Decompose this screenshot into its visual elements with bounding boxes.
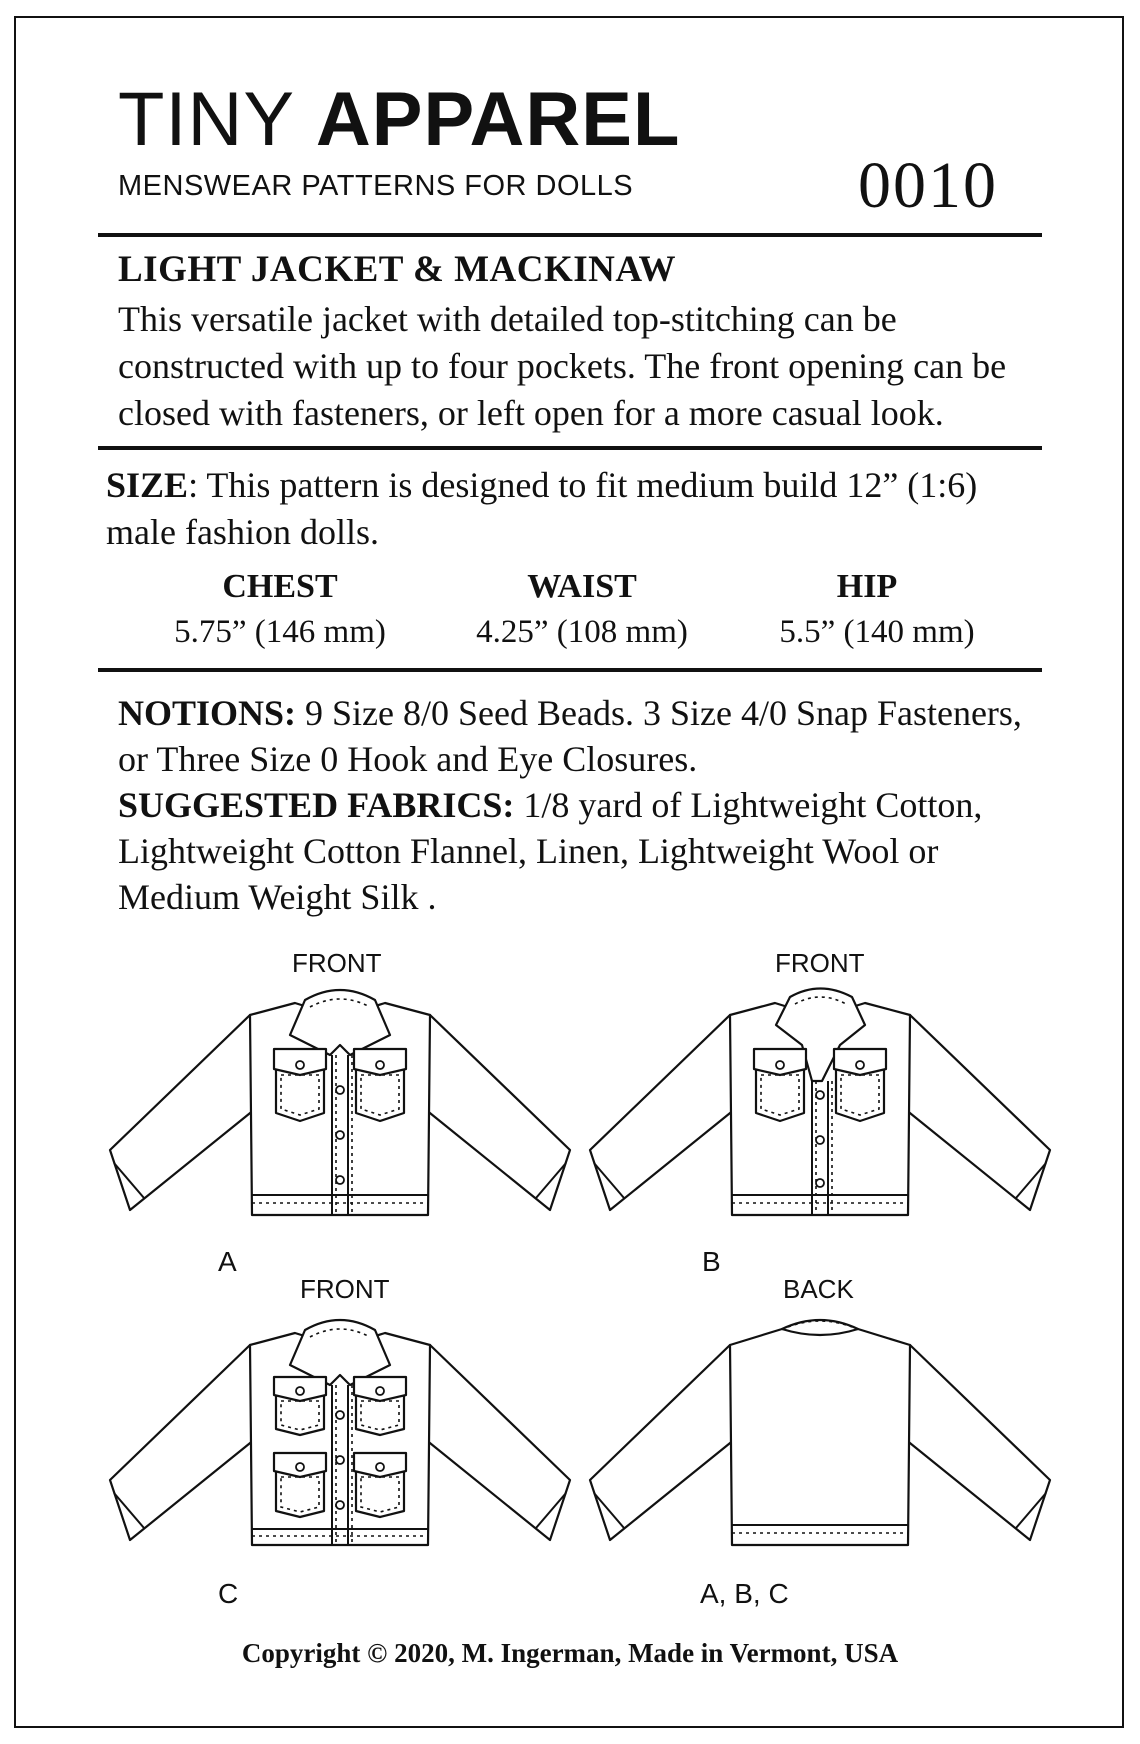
- view-label-back: BACK: [783, 1274, 854, 1304]
- notions: [118, 690, 1038, 782]
- notions-text: 9 Size 8/0 Seed Beads. 3 Size 4/0 Snap Fasteners, or Three Size 0 Hook and Eye Closures.: [118, 693, 1022, 779]
- measurement-name-waist: WAIST: [527, 568, 637, 605]
- measurement-value-waist: 4.25” (108 mm): [476, 614, 688, 650]
- fabrics-text: 1/8 yard of Lightweight Cotton, Lightweight Cotton Flannel, Linen, Lightweight Wool or Medium Weight Silk .: [118, 785, 983, 917]
- brand-light: TINY: [118, 77, 294, 162]
- fabrics: [118, 782, 1038, 920]
- jacket-front-open-collar-icon: [590, 985, 1050, 1245]
- size-text: : This pattern is designed to fit medium build 12” (1:6) male fashion dolls.: [106, 465, 978, 552]
- copyright: Copyright © 2020, M. Ingerman, Made in Vermont, USA: [241, 1638, 899, 1668]
- size-label: SIZE: [106, 465, 189, 505]
- divider: [98, 233, 1042, 237]
- measurement-value-chest: 5.75” (146 mm): [174, 614, 386, 650]
- view-label-a: FRONT: [292, 948, 382, 978]
- divider: [98, 668, 1042, 672]
- variant-label-a: A: [218, 1246, 237, 1277]
- brand-bold: APPAREL: [315, 77, 681, 162]
- divider: [98, 446, 1042, 450]
- measurement-name-chest: CHEST: [222, 568, 338, 605]
- jacket-front-four-pockets-icon: [110, 1315, 570, 1575]
- brand-title: [118, 77, 681, 162]
- pattern-description: This versatile jacket with detailed top-stitching can be constructed with up to four pockets. The front opening can be closed with fasteners, or left open for a more casual look.: [118, 299, 1007, 433]
- variant-label-c: C: [218, 1578, 239, 1609]
- measurement-value-hip: 5.5” (140 mm): [779, 614, 975, 650]
- size-statement: [106, 462, 1036, 556]
- measurement-name-hip: HIP: [836, 568, 898, 605]
- notions-label: NOTIONS:: [118, 693, 297, 733]
- pattern-title: LIGHT JACKET & MACKINAW: [118, 249, 677, 290]
- brand-subtitle: MENSWEAR PATTERNS FOR DOLLS: [118, 170, 634, 202]
- view-label-c: FRONT: [300, 1274, 390, 1304]
- pattern-number: 0010: [858, 149, 998, 222]
- variant-label-back: A, B, C: [700, 1578, 789, 1609]
- jacket-back-icon: [590, 1315, 1050, 1575]
- jacket-front-two-pockets-icon: [110, 985, 570, 1245]
- variant-label-b: B: [702, 1246, 721, 1277]
- view-label-b: FRONT: [775, 948, 865, 978]
- notions-fabrics: [118, 690, 1038, 920]
- fabrics-label: SUGGESTED FABRICS:: [118, 785, 515, 825]
